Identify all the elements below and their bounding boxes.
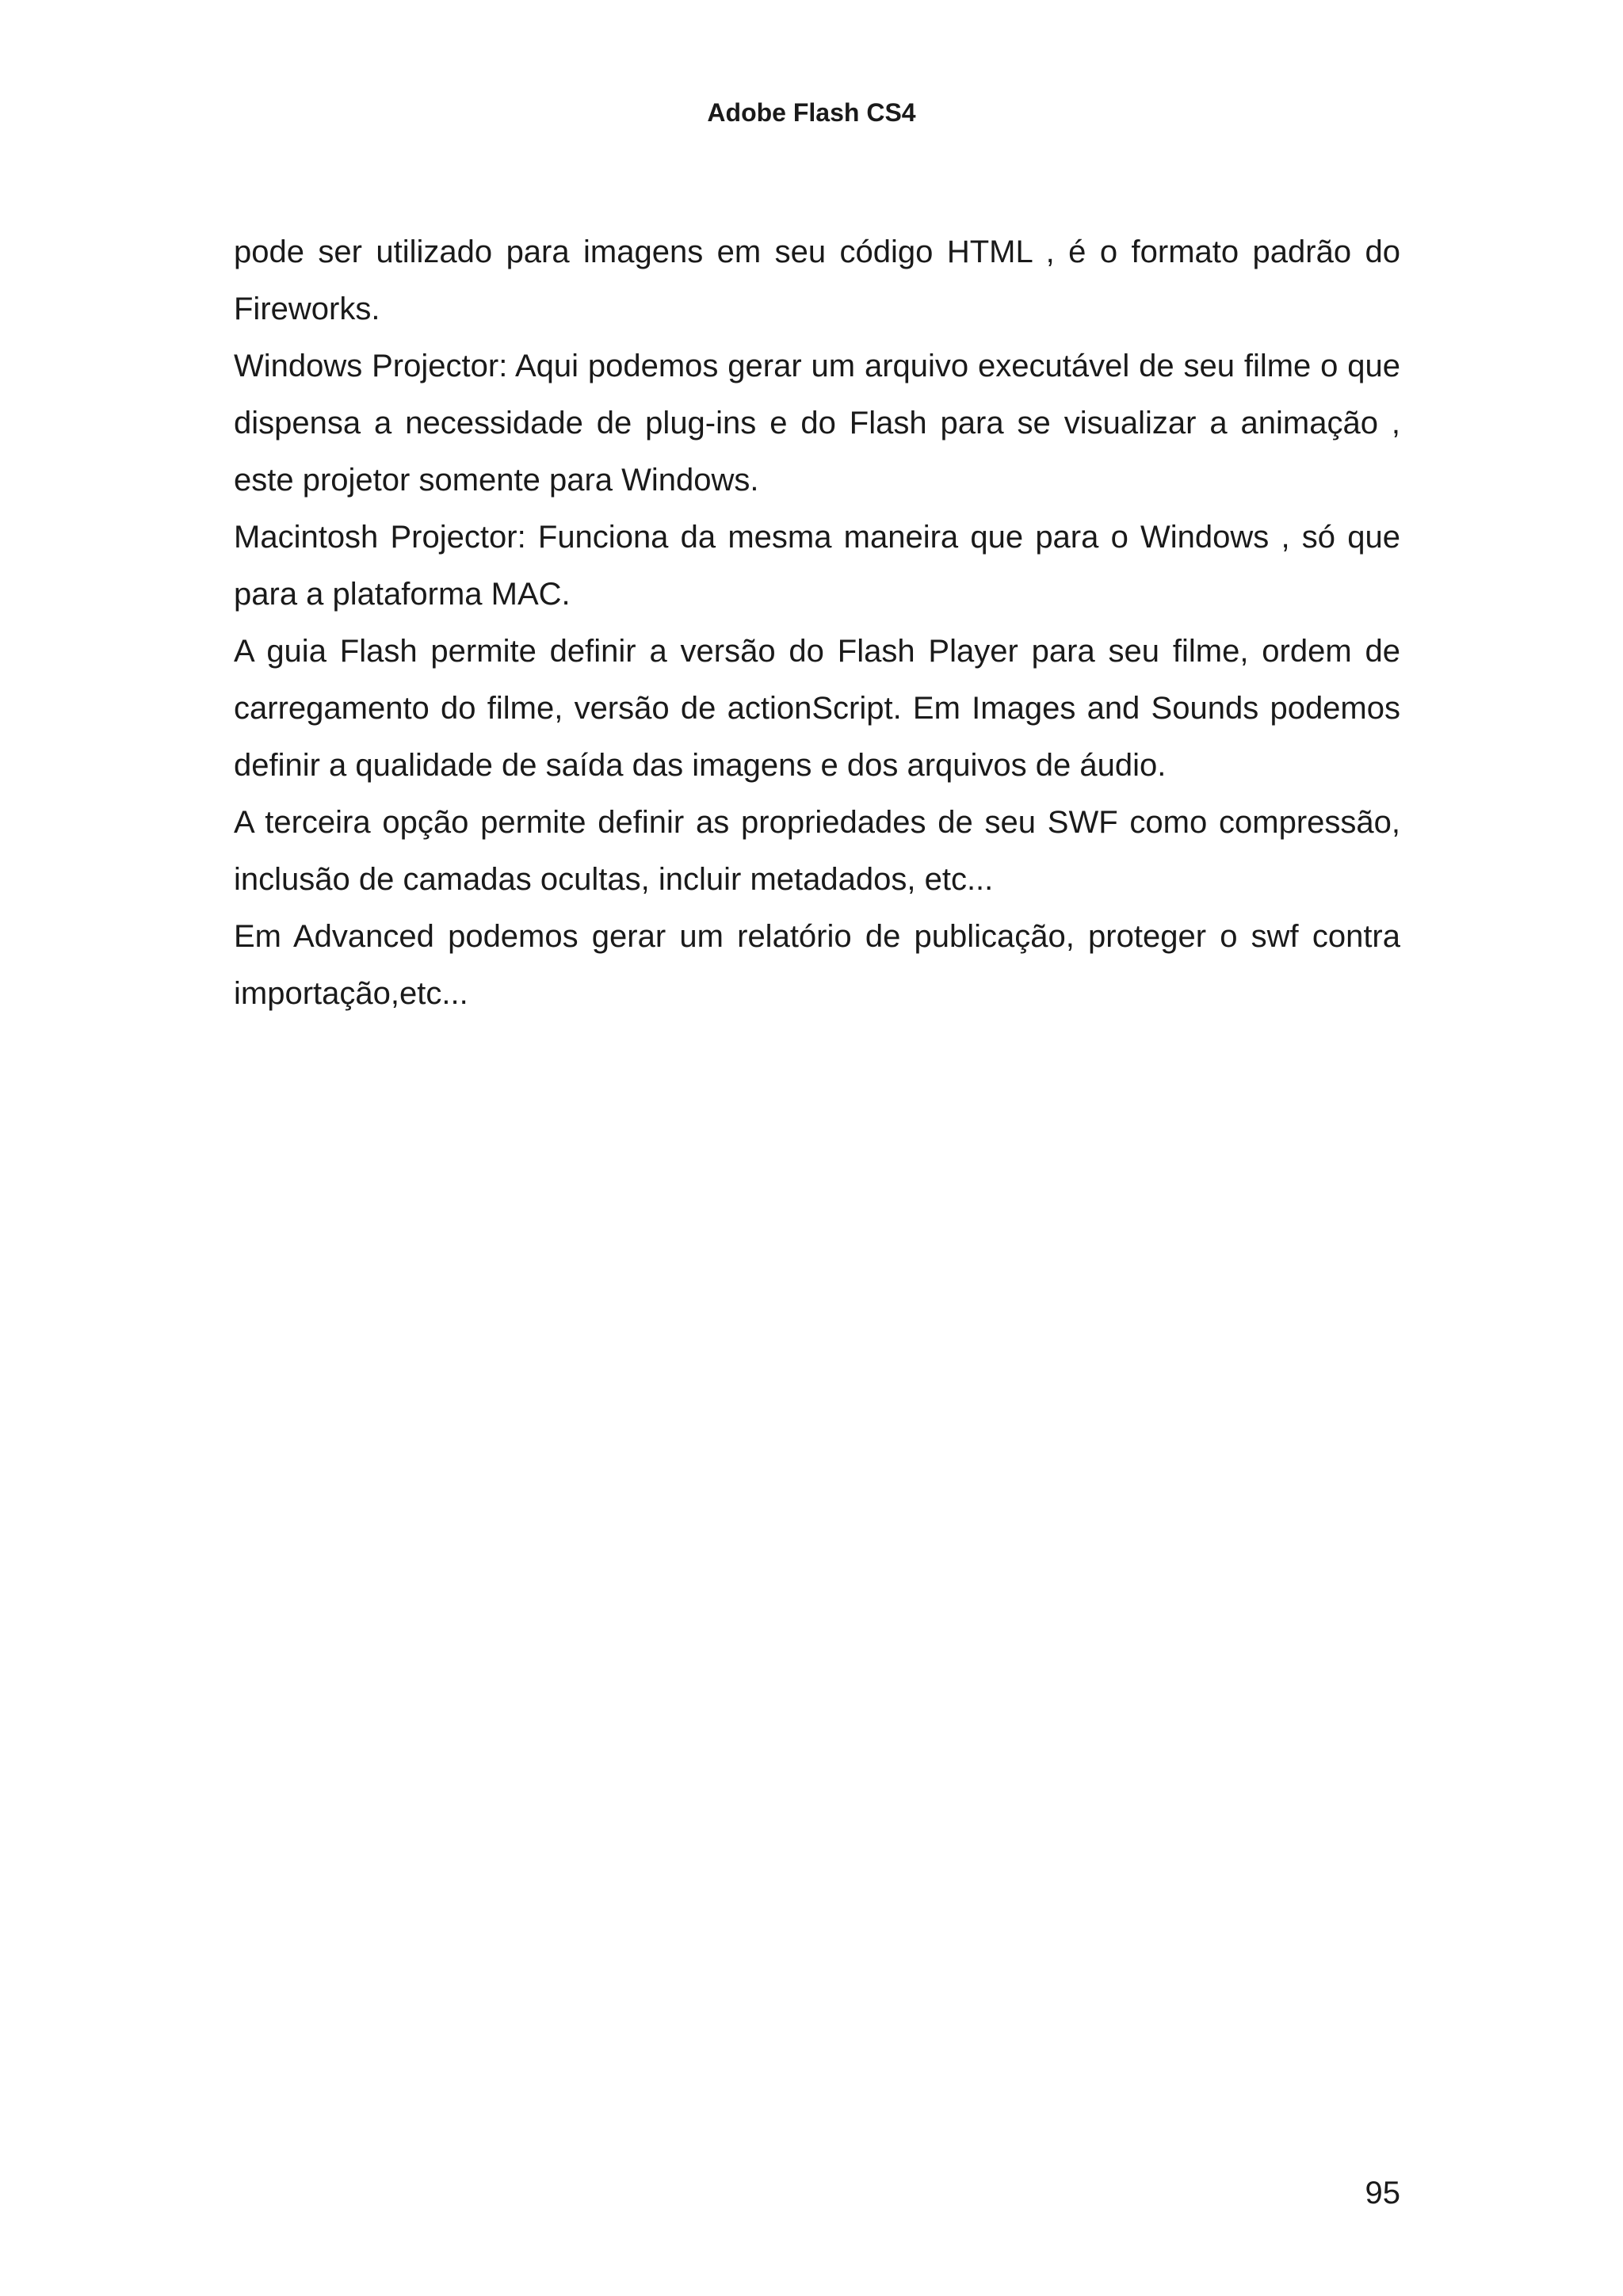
page-number: 95 xyxy=(1365,2176,1400,2210)
paragraph: A guia Flash permite definir a versão do Flash Player para seu filme, ordem de carregamento do filme, versão de actionScript. Em Images and Sounds podemos definir a qualidade de saída das imagens e dos arquivos de áudio. xyxy=(234,634,1400,783)
paragraph: Em Advanced podemos gerar um relatório de publicação, proteger o swf contra importação,etc... xyxy=(234,919,1400,1011)
paragraph: A terceira opção permite definir as propriedades de seu SWF como compressão, inclusão de camadas ocultas, incluir metadados, etc... xyxy=(234,805,1400,897)
body-text xyxy=(234,223,1400,1022)
paragraph: pode ser utilizado para imagens em seu código HTML , é o formato padrão do Fireworks. xyxy=(234,235,1400,326)
paragraph: Macintosh Projector: Funciona da mesma maneira que para o Windows , só que para a plataforma MAC. xyxy=(234,520,1400,612)
paragraph: Windows Projector: Aqui podemos gerar um arquivo executável de seu filme o que dispensa a necessidade de plug-ins e do Flash para se visualizar a animação , este projetor somente para Windows. xyxy=(234,349,1400,498)
page-header-title: Adobe Flash CS4 xyxy=(707,98,916,127)
